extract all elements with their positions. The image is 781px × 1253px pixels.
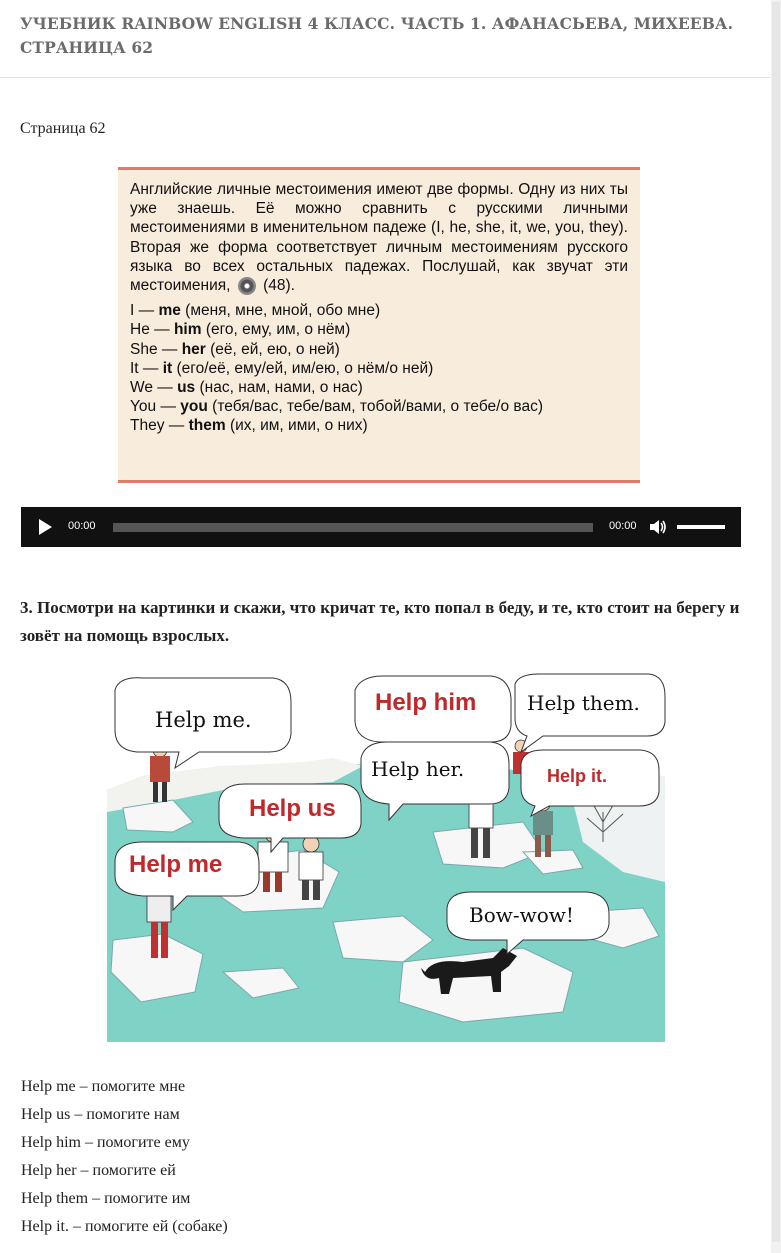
pronoun-object: her: [181, 340, 206, 358]
vocabulary-list: [21, 1073, 228, 1241]
vocab-item: Help us – помогите нам: [21, 1106, 180, 1123]
intro-text: Английские личные местоимения имеют две формы. Одну из них ты уже знаешь. Её можно сравнить с русскими личными местоимениями в именительном падеже (I, he, she, it, we, you, they). Вторая же форма соответствует личным местоимениям русского языка во всех остальных падежах. Послушай, как звучат эти местоимения,: [130, 181, 628, 295]
textbook-excerpt: [118, 167, 640, 483]
bubble-text: Bow-wow!: [469, 903, 574, 927]
bubble-text: Help it.: [547, 766, 608, 786]
pronoun-translation: (меня, мне, мной, обо мне): [185, 302, 381, 320]
pronoun-subject: I —: [130, 302, 155, 320]
speech-bubble: [515, 674, 665, 752]
pronoun-translation: (их, им, ими, о них): [229, 417, 368, 435]
pronoun-object: him: [173, 321, 202, 339]
pronoun-object: you: [180, 398, 208, 416]
pronoun-translation: (его/её, ему/ей, им/ею, о нём/о ней): [176, 359, 434, 377]
pronoun-translation: (тебя/вас, тебе/вам, тобой/вами, о тебе/о вас): [212, 398, 543, 416]
pronoun-row: [130, 340, 628, 359]
pronoun-subject: We —: [130, 379, 173, 397]
pronoun-subject: They —: [130, 417, 185, 435]
bubble-text: Help them.: [527, 691, 640, 715]
pronoun-row: [130, 378, 628, 397]
pronoun-object: me: [158, 302, 181, 320]
speech-bubble: [521, 750, 659, 816]
page-header: [0, 0, 781, 78]
pronoun-row: [130, 359, 628, 378]
volume-slider[interactable]: [677, 525, 725, 529]
vocab-item: Help me – помогите мне: [21, 1078, 186, 1095]
pronoun-row: [130, 301, 628, 320]
duration: 00:00: [609, 520, 637, 532]
pronoun-subject: You —: [130, 398, 176, 416]
volume-icon[interactable]: [649, 518, 667, 536]
bubble-text: Help me.: [155, 708, 252, 732]
task-heading: 3. Посмотри на картинки и скажи, что кричат те, кто попал в беду, и те, кто стоит на берегу и зовёт на помощь взрослых.: [20, 598, 740, 645]
vocab-item: Help it. – помогите ей (собаке): [21, 1218, 228, 1235]
ice-floe-illustration: [103, 672, 669, 1048]
bubble-text: Help us: [249, 795, 336, 822]
pronoun-list: [130, 301, 628, 435]
textbook-intro: [130, 180, 628, 295]
pronoun-subject: It —: [130, 359, 159, 377]
audio-player: [21, 507, 741, 547]
pronoun-subject: He —: [130, 321, 170, 339]
vocab-item: Help her – помогите ей: [21, 1162, 176, 1179]
pronoun-translation: (его, ему, им, о нём): [205, 321, 351, 339]
track-ref: (48).: [263, 277, 295, 295]
current-time: 00:00: [68, 520, 96, 532]
vocab-item: Help them – помогите им: [21, 1190, 191, 1207]
pronoun-object: it: [162, 359, 173, 377]
bubble-text: Help him: [375, 689, 477, 716]
pronoun-row: [130, 397, 628, 416]
pronoun-translation: (нас, нам, нами, о нас): [199, 379, 363, 397]
page-title-line-1: УЧЕБНИК RAINBOW ENGLISH 4 КЛАСС. ЧАСТЬ 1. АФАНАСЬЕВА, МИХЕЕВА.: [20, 14, 734, 33]
page-title-line-2: СТРАНИЦА 62: [20, 38, 154, 57]
pronoun-object: them: [188, 417, 226, 435]
scrollbar-thumb[interactable]: [772, 2, 780, 1242]
page-title: [20, 12, 761, 60]
play-icon[interactable]: [39, 519, 52, 535]
pronoun-translation: (её, ей, ею, о ней): [210, 340, 340, 358]
pronoun-row: [130, 320, 628, 339]
audio-progress-track[interactable]: [113, 523, 593, 532]
bubble-text: Help her.: [371, 757, 465, 781]
cd-icon: [238, 277, 256, 295]
pronoun-object: us: [177, 379, 196, 397]
pronoun-row: [130, 416, 628, 435]
speech-bubble: [115, 678, 291, 768]
scrollbar[interactable]: [771, 0, 781, 1253]
page-number-label: Страница 62: [20, 120, 106, 137]
vocab-item: Help him – помогите ему: [21, 1134, 190, 1151]
pronoun-subject: She —: [130, 340, 178, 358]
bubble-text: Help me: [129, 851, 223, 878]
